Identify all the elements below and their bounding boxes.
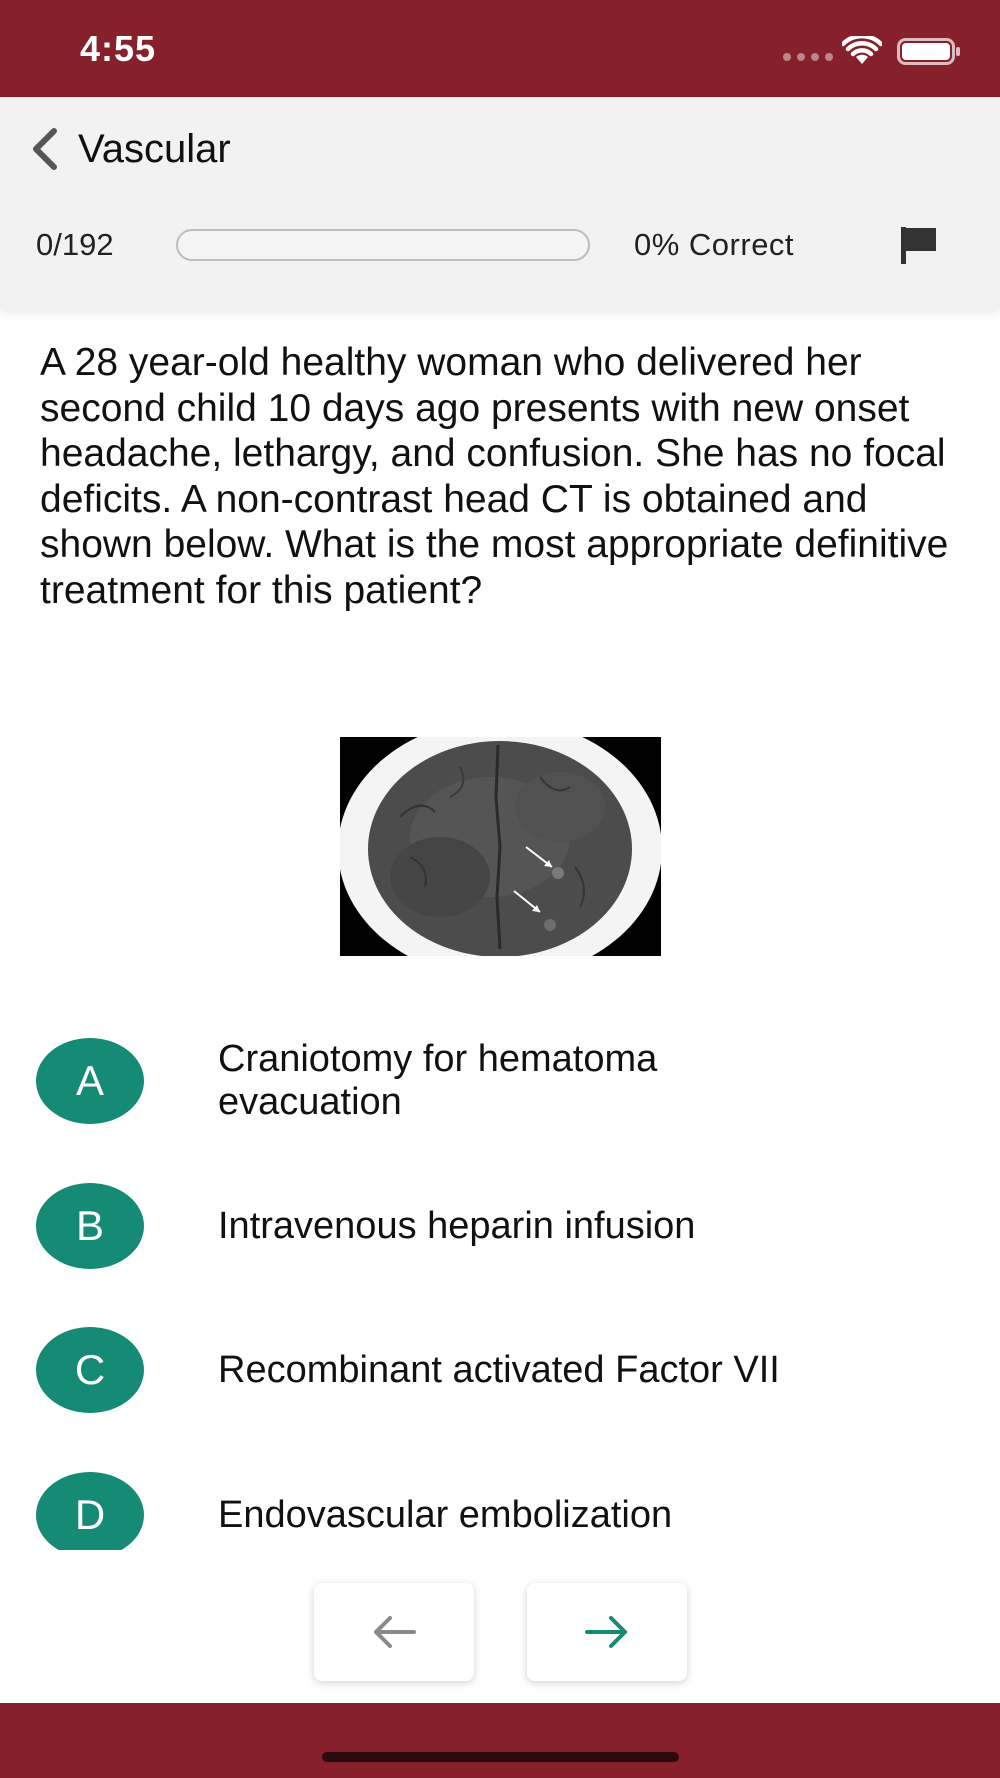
answer-letter-badge: A [36,1038,144,1124]
answer-option-c[interactable] [36,1327,966,1413]
correct-percentage: 0% Correct [634,227,795,262]
progress-count: 0/192 [36,227,114,262]
answer-text: Intravenous heparin infusion [218,1204,696,1247]
answer-text: Craniotomy for hematoma evacuation [218,1038,658,1123]
answer-option-a[interactable] [36,1038,966,1124]
cellular-signal-icon [783,53,833,61]
arrow-left-icon [370,1614,418,1650]
answer-option-d[interactable] [36,1472,966,1550]
answer-letter-badge: B [36,1183,144,1269]
back-button[interactable] [28,119,231,179]
flag-icon[interactable] [898,225,940,265]
progress-bar [176,229,590,261]
next-question-button[interactable] [527,1583,687,1681]
wifi-icon [842,36,882,66]
page-title: Vascular [78,126,231,171]
status-time: 4:55 [80,28,157,69]
arrow-right-icon [583,1614,631,1650]
answers-list [0,1000,1000,1550]
chevron-left-icon [28,127,60,171]
bottom-bar [0,1703,1000,1778]
answer-option-b[interactable] [36,1183,966,1269]
ct-scan-image [340,737,661,956]
answer-letter-badge: D [36,1472,144,1550]
status-bar [0,0,1000,97]
battery-icon [897,38,961,65]
question-text: A 28 year-old healthy woman who delivered her second child 10 days ago presents with new onset headache, lethargy, and confusion. She has no focal deficits. A non-contrast head CT is obtained and shown below. What is the most appropriate definitive treatment for this patient? [40,341,949,612]
answer-letter-badge: C [36,1327,144,1413]
answer-text: Recombinant activated Factor VII [218,1348,780,1391]
home-indicator[interactable] [322,1752,679,1762]
previous-question-button[interactable] [314,1583,474,1681]
answer-text: Endovascular embolization [218,1493,673,1536]
header [0,97,1000,309]
